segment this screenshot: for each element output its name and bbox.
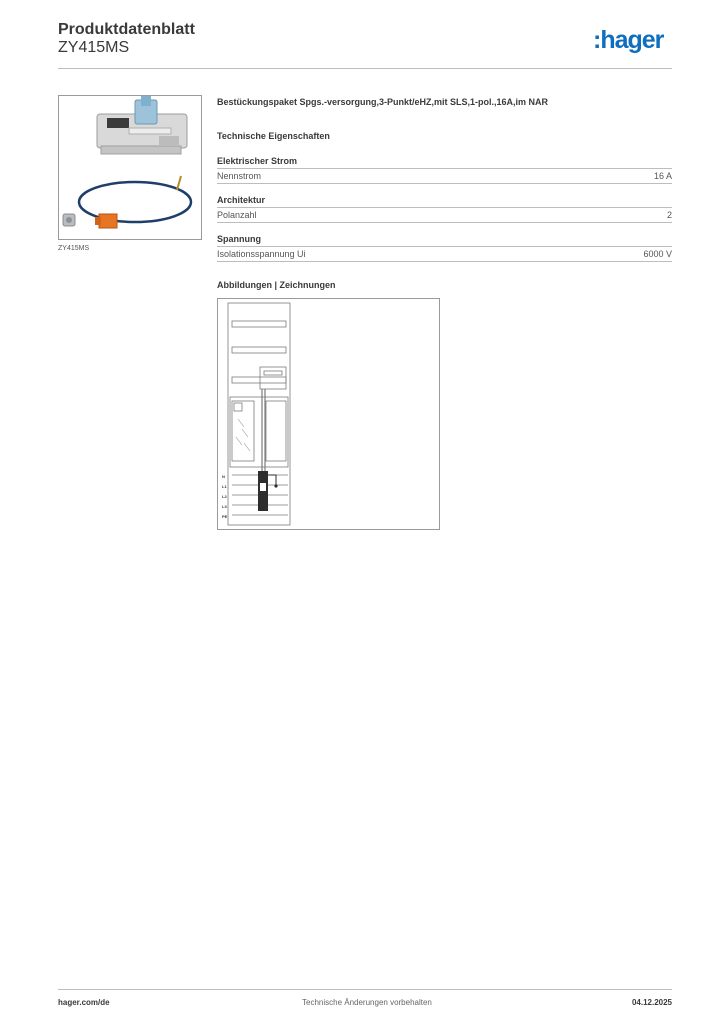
technical-properties-heading: Technische Eigenschaften bbox=[217, 131, 330, 141]
section-title: Spannung bbox=[217, 234, 672, 247]
section-voltage bbox=[217, 234, 672, 262]
property-value: 16 A bbox=[653, 171, 672, 181]
property-label: Isolationsspannung Ui bbox=[217, 249, 306, 259]
meter-cabinet-drawing bbox=[218, 299, 439, 529]
property-label: Polanzahl bbox=[217, 210, 257, 220]
photo-caption: ZY415MS bbox=[58, 245, 90, 252]
product-code: ZY415MS bbox=[58, 39, 130, 56]
bus-label-l1: L1 bbox=[222, 484, 227, 489]
bus-labels bbox=[222, 472, 232, 522]
footer-website-link[interactable]: hager.com/de bbox=[58, 998, 110, 1007]
drawings-heading: Abbildungen | Zeichnungen bbox=[217, 280, 336, 290]
product-description: Bestückungspaket Spgs.-versorgung,3-Punkt/eHZ,mit SLS,1-pol.,16A,im NAR bbox=[217, 97, 549, 107]
bus-label-l3: L3 bbox=[222, 504, 227, 509]
bus-label-pe: PE bbox=[222, 514, 228, 519]
section-title: Architektur bbox=[217, 195, 672, 208]
section-electric-current bbox=[217, 156, 672, 184]
property-row bbox=[217, 169, 672, 184]
technical-drawing bbox=[217, 298, 440, 530]
property-row bbox=[217, 247, 672, 262]
property-label: Nennstrom bbox=[217, 171, 262, 181]
footer-disclaimer: Technische Änderungen vorbehalten bbox=[302, 998, 432, 1007]
header-divider bbox=[58, 68, 672, 69]
footer-divider bbox=[58, 989, 672, 990]
property-value: 6000 V bbox=[643, 249, 672, 259]
hager-logo: :hager bbox=[593, 26, 664, 54]
section-architecture bbox=[217, 195, 672, 223]
property-row bbox=[217, 208, 672, 223]
document-title: Produktdatenblatt bbox=[58, 21, 195, 38]
section-title: Elektrischer Strom bbox=[217, 156, 672, 169]
property-value: 2 bbox=[666, 210, 672, 220]
product-photo-illustration bbox=[59, 96, 201, 239]
bus-label-l2: L2 bbox=[222, 494, 227, 499]
footer-date: 04.12.2025 bbox=[631, 998, 672, 1007]
bus-label-n: N bbox=[222, 474, 225, 479]
product-photo bbox=[58, 95, 202, 240]
